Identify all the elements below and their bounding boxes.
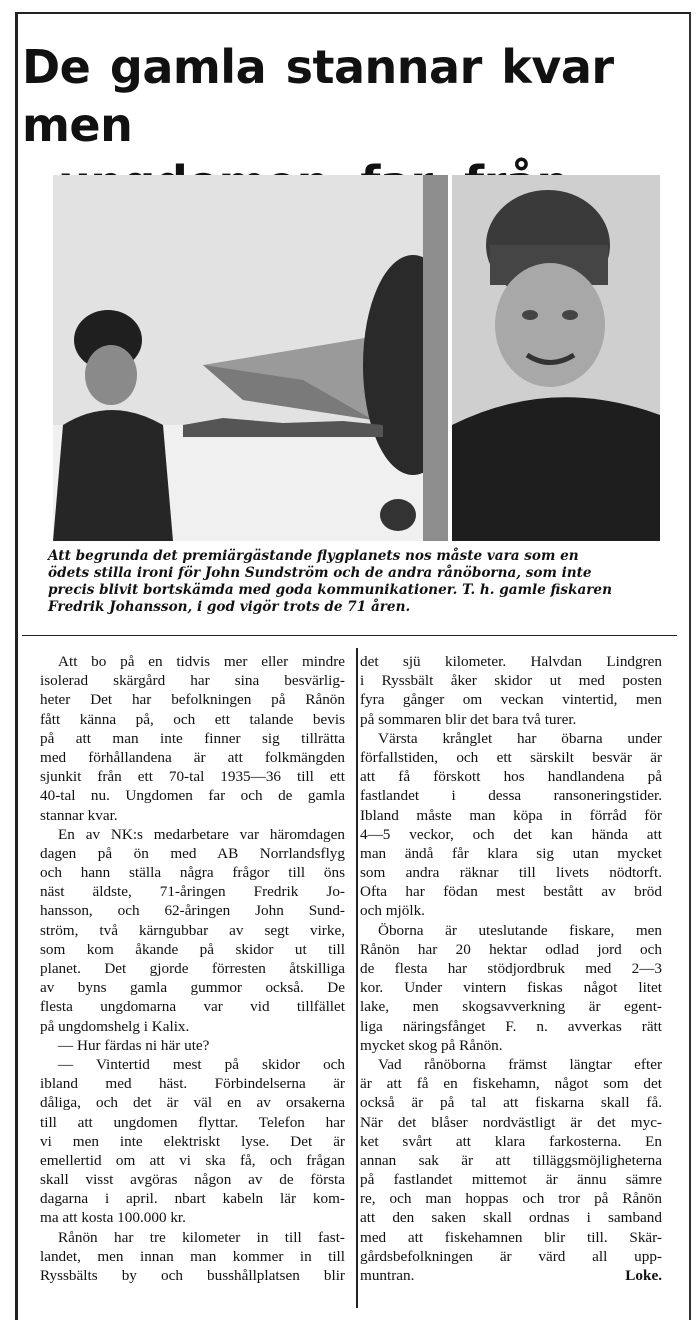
text-line: ibland med häst. Förbindelserna är: [40, 1075, 345, 1093]
text-line: med förhållandena är att folkmängden: [40, 748, 345, 766]
text-line: sjunkit från ett 70-tal 1935—36 till ett: [40, 768, 345, 786]
text-line: lake, men skogsavverkning är egent-: [360, 998, 662, 1016]
text-line: skall visst avgöras någon av de första: [40, 1171, 345, 1189]
text-line: fastlandet i dessa ransoneringstider.: [360, 787, 662, 805]
text-line: Ofta har födan mest bestått av bröd: [360, 883, 662, 901]
text-line: näst äldste, 71-åringen Fredrik Jo-: [40, 883, 345, 901]
text-line: dagarna i april. nbart kabeln lär kom-: [40, 1190, 345, 1208]
text-line-end: muntran.: [360, 1267, 415, 1284]
text-line: Öborna är uteslutande fiskare, men: [378, 921, 662, 939]
text-line: ström, två kärngubbar av segt virke,: [40, 921, 345, 939]
text-line: att få förskott hos handlandena på: [360, 768, 662, 786]
text-line: gårdsbefolkningen är värd all upp-: [360, 1247, 662, 1265]
text-line: dåliga, och det är väl en av orsakerna: [40, 1094, 345, 1112]
text-line: förfallstiden, och ett särskilt besvär är: [360, 748, 662, 766]
text-line: de flesta har stödjordbruk med 2—3: [360, 960, 662, 977]
text-line: det sjü kilometer. Halvdan Lindgren: [360, 653, 662, 670]
caption-line: ödets stilla ironi för John Sundström och de andra rånöborna, som inte: [48, 565, 592, 581]
text-line: av byns gamla gummor också. De: [40, 979, 345, 997]
text-line: man ändå får klara sig utan mycket: [360, 844, 662, 862]
text-line: isolerad skärgård har sina besvärlig-: [40, 672, 345, 690]
text-line: också är på tal att fiskarna skall få.: [360, 1094, 662, 1112]
photo-caption: [48, 548, 668, 616]
text-line: är att få en fiskehamn, något som det: [360, 1075, 662, 1093]
caption-line: Fredrik Johansson, i god vigör trots de 71 åren.: [48, 599, 411, 615]
text-line: vi men inte elektriskt lyse. Det är: [40, 1132, 345, 1150]
text-line: 40-tal nu. Ungdomen far och de gamla: [40, 787, 345, 805]
text-line: kor. Under vintern fiskas något litet: [360, 979, 662, 997]
text-line: heter Det har befolkningen på Rånön: [40, 691, 345, 709]
text-line: på sommaren blir det bara två turer.: [360, 710, 577, 728]
text-line: att den saken skall ordnas i samband: [360, 1209, 662, 1227]
section-divider: [22, 635, 677, 636]
text-line: på ungdomshelg i Kalix.: [40, 1017, 190, 1035]
photo-fisherman-portrait: [452, 175, 660, 541]
text-line: ma att kosta 100.000 kr.: [40, 1209, 186, 1227]
caption-line: precis blivit bortskämda med goda kommunikationer. T. h. gamle fiskaren: [48, 582, 612, 598]
text-line: ket svårt att klara farkosterna. En: [360, 1132, 662, 1150]
text-line: stannar kvar.: [40, 806, 118, 824]
text-line: mycket skog på Rånön.: [360, 1036, 503, 1054]
author-signature: Loke.: [625, 1267, 662, 1284]
text-line: som kom åkande på skidor ut till: [40, 940, 345, 958]
text-line: 4—5 veckor, och det kan hända att: [360, 825, 662, 843]
text-line: Värsta krånglet har öbarna under: [378, 729, 662, 747]
text-line: När det blåser nordvästligt är det myc-: [360, 1113, 662, 1131]
text-line: Rånön har tre kilometer in till fast-: [58, 1228, 345, 1246]
column-divider: [356, 648, 358, 1308]
text-line: med att fiskehamnen blir till. Skär-: [360, 1228, 662, 1246]
text-line: — Hur färdas ni här ute?: [58, 1036, 210, 1054]
text-line: annan sak är att tilläggsmöjligheterna: [360, 1151, 662, 1169]
text-line: Rånön har 20 hektar odlad jord och: [360, 940, 662, 958]
text-line: emellertid om att vi ska få, och frågan: [40, 1151, 345, 1169]
text-line: landet, men innan man kommer in till: [40, 1247, 345, 1265]
text-line: som andra räknar till livets nödtorft.: [360, 864, 662, 882]
text-line: Att bo på en tidvis mer eller mindre: [58, 653, 345, 670]
text-line: och mjölk.: [360, 902, 425, 920]
text-line: flesta ungdomarna var vid tillfället: [40, 998, 345, 1016]
caption-line: Att begrunda det premiärgästande flygplanets nos måste vara som en: [48, 548, 579, 564]
text-line: till att ungdomen flyttar. Telefon har: [40, 1113, 345, 1131]
text-line: på fastlandet mittemot är ännu sämre: [360, 1171, 662, 1189]
text-line: [360, 1266, 662, 1285]
text-line: i Ryssbält åker skidor ut med posten: [360, 672, 662, 690]
text-line: Ryssbälts by och busshållplatsen blir: [40, 1267, 345, 1284]
article-column-right: [360, 652, 662, 1285]
text-line: liga näringsfånget F. n. avverkas rätt: [360, 1017, 662, 1035]
text-line: på att man inte finner sig tillrätta: [40, 729, 345, 747]
text-line: — Vintertid mest på skidor och: [58, 1055, 345, 1073]
text-line: En av NK:s medarbetare var häromdagen: [58, 825, 345, 843]
text-line: och hann ställa några frågor till öns: [40, 864, 345, 882]
photo-airplane-and-man: [53, 175, 448, 541]
text-line: Vad rånöborna främst längtar efter: [378, 1055, 662, 1073]
headline-line-1: De gamla stannar kvar men: [22, 40, 614, 152]
text-line: planet. Det gjorde förresten åtskilliga: [40, 960, 345, 977]
text-line: hansson, och 62-åringen John Sund-: [40, 902, 345, 920]
text-line: fyra gånger om veckan vintertid, men: [360, 691, 662, 709]
article-column-left: [40, 652, 345, 1285]
text-line: re, och man hoppas och tror på Rånön: [360, 1190, 662, 1208]
text-line: fått känna på, och ett talande bevis: [40, 710, 345, 728]
text-line: dagen på ön med AB Norrlandsflyg: [40, 844, 345, 862]
text-line: Ibland måste man köpa in förråd för: [360, 806, 662, 824]
